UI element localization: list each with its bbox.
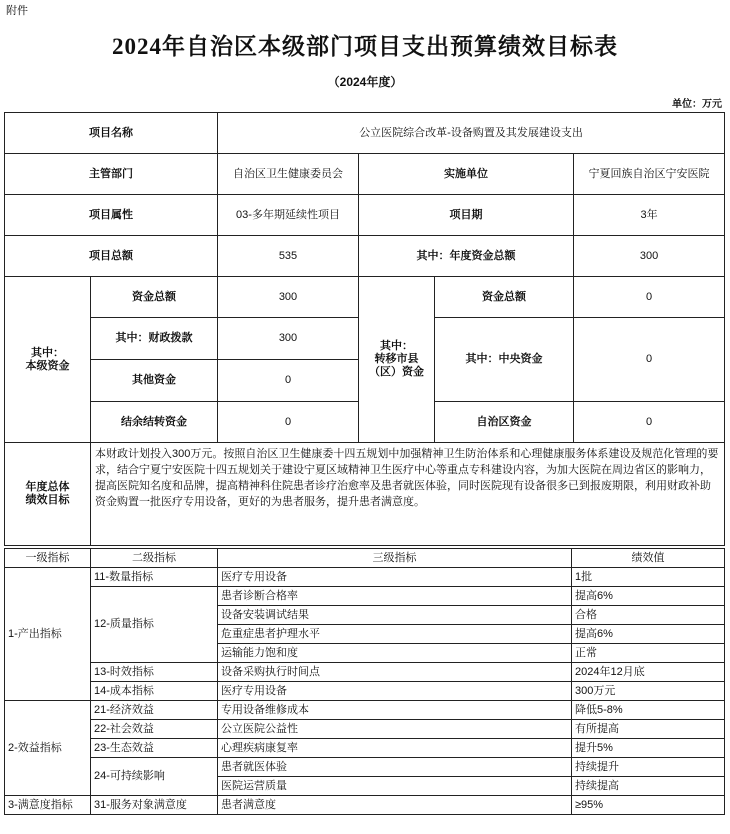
transfer-fund-value: 0 [574, 318, 725, 402]
local-fund-value: 0 [218, 402, 359, 443]
indicator-row [5, 739, 725, 758]
indicator-value: ≥95% [572, 796, 725, 815]
indicator-value: 提高6% [572, 587, 725, 606]
local-fund-value: 0 [218, 360, 359, 402]
level1-indicator: 1-产出指标 [5, 568, 91, 701]
level3-indicator: 设备采购执行时间点 [218, 663, 572, 682]
indicator-row [5, 701, 725, 720]
indicator-value: 2024年12月底 [572, 663, 725, 682]
transfer-fund-value: 0 [574, 277, 725, 318]
impl-unit-value: 宁夏回族自治区宁安医院 [574, 154, 725, 195]
level3-indicator: 医疗专用设备 [218, 568, 572, 587]
indicator-row [5, 568, 725, 587]
indicator-value: 降低5-8% [572, 701, 725, 720]
indicator-value: 持续提高 [572, 777, 725, 796]
local-fund-label: 其中：财政拨款 [91, 318, 218, 360]
transfer-fund-label: 资金总额 [435, 277, 574, 318]
indicator-row [5, 587, 725, 606]
level1-indicator: 2-效益指标 [5, 701, 91, 796]
indicator-value: 提升5% [572, 739, 725, 758]
level2-indicator: 14-成本指标 [91, 682, 218, 701]
local-fund-label: 资金总额 [91, 277, 218, 318]
transfer-funds-label: 其中： 转移市县 （区）资金 [359, 277, 435, 443]
indicator-table [4, 548, 725, 815]
project-info-table [4, 112, 725, 546]
indicator-row [5, 663, 725, 682]
dept-label: 主管部门 [5, 154, 218, 195]
project-name-value: 公立医院综合改革-设备购置及其发展建设支出 [218, 113, 725, 154]
level3-indicator: 公立医院公益性 [218, 720, 572, 739]
transfer-fund-label: 其中：中央资金 [435, 318, 574, 402]
level3-indicator: 患者就医体验 [218, 758, 572, 777]
indicator-value: 300万元 [572, 682, 725, 701]
transfer-fund-label: 自治区资金 [435, 402, 574, 443]
indicator-row [5, 682, 725, 701]
level2-indicator: 21-经济效益 [91, 701, 218, 720]
level2-indicator: 13-时效指标 [91, 663, 218, 682]
level3-indicator: 患者诊断合格率 [218, 587, 572, 606]
level2-indicator: 31-服务对象满意度 [91, 796, 218, 815]
indicator-header: 二级指标 [91, 549, 218, 568]
annual-total-value: 300 [574, 236, 725, 277]
level3-indicator: 患者满意度 [218, 796, 572, 815]
level3-indicator: 设备安装调试结果 [218, 606, 572, 625]
impl-unit-label: 实施单位 [359, 154, 574, 195]
level3-indicator: 专用设备维修成本 [218, 701, 572, 720]
project-period-label: 项目期 [359, 195, 574, 236]
indicator-row [5, 720, 725, 739]
level2-indicator: 22-社会效益 [91, 720, 218, 739]
indicator-value: 有所提高 [572, 720, 725, 739]
unit-label: 单位：万元 [672, 99, 722, 110]
local-fund-label: 其他资金 [91, 360, 218, 402]
project-name-label: 项目名称 [5, 113, 218, 154]
level2-indicator: 11-数量指标 [91, 568, 218, 587]
level1-indicator: 3-满意度指标 [5, 796, 91, 815]
indicator-header: 三级指标 [218, 549, 572, 568]
indicator-row [5, 758, 725, 777]
indicator-value: 合格 [572, 606, 725, 625]
local-funds-label: 其中： 本级资金 [5, 277, 91, 443]
indicator-header: 绩效值 [572, 549, 725, 568]
local-fund-value: 300 [218, 318, 359, 360]
annual-goal-text: 本财政计划投入300万元。按照自治区卫生健康委十四五规划中加强精神卫生防治体系和心理健康服务体系建设及规范化管理的要求，结合宁夏宁安医院十四五规划关于建设宁夏区域精神卫生医疗中心等重点专科建设内容，为加大医院在周边省区的影响力，提高医院知名度和品牌，提高精神科住院患者诊疗治愈率及患者就医体验，同时医院现有设备很多已到报废期限，利用财政补助资金购置一批医疗专用设备，更好的为患者服务，提升患者满意度。 [91, 443, 725, 546]
level2-indicator: 12-质量指标 [91, 587, 218, 663]
indicator-row [5, 796, 725, 815]
indicator-value: 提高6% [572, 625, 725, 644]
level3-indicator: 医院运营质量 [218, 777, 572, 796]
local-fund-value: 300 [218, 277, 359, 318]
indicator-value: 正常 [572, 644, 725, 663]
indicator-value: 1批 [572, 568, 725, 587]
annual-goal-label: 年度总体 绩效目标 [5, 443, 91, 546]
local-fund-label: 结余结转资金 [91, 402, 218, 443]
level2-indicator: 24-可持续影响 [91, 758, 218, 796]
project-total-value: 535 [218, 236, 359, 277]
indicator-rows [5, 568, 725, 815]
annual-total-label: 其中：年度资金总额 [359, 236, 574, 277]
project-attr-label: 项目属性 [5, 195, 218, 236]
page-subtitle: （2024年度） [327, 75, 403, 89]
indicator-header: 一级指标 [5, 549, 91, 568]
dept-value: 自治区卫生健康委员会 [218, 154, 359, 195]
level2-indicator: 23-生态效益 [91, 739, 218, 758]
level3-indicator: 心理疾病康复率 [218, 739, 572, 758]
level3-indicator: 危重症患者护理水平 [218, 625, 572, 644]
level3-indicator: 医疗专用设备 [218, 682, 572, 701]
transfer-fund-value: 0 [574, 402, 725, 443]
project-attr-value: 03-多年期延续性项目 [218, 195, 359, 236]
page-title: 2024年自治区本级部门项目支出预算绩效目标表 [112, 34, 618, 59]
project-total-label: 项目总额 [5, 236, 218, 277]
indicator-value: 持续提升 [572, 758, 725, 777]
attachment-label: 附件 [6, 5, 28, 17]
level3-indicator: 运输能力饱和度 [218, 644, 572, 663]
project-period-value: 3年 [574, 195, 725, 236]
